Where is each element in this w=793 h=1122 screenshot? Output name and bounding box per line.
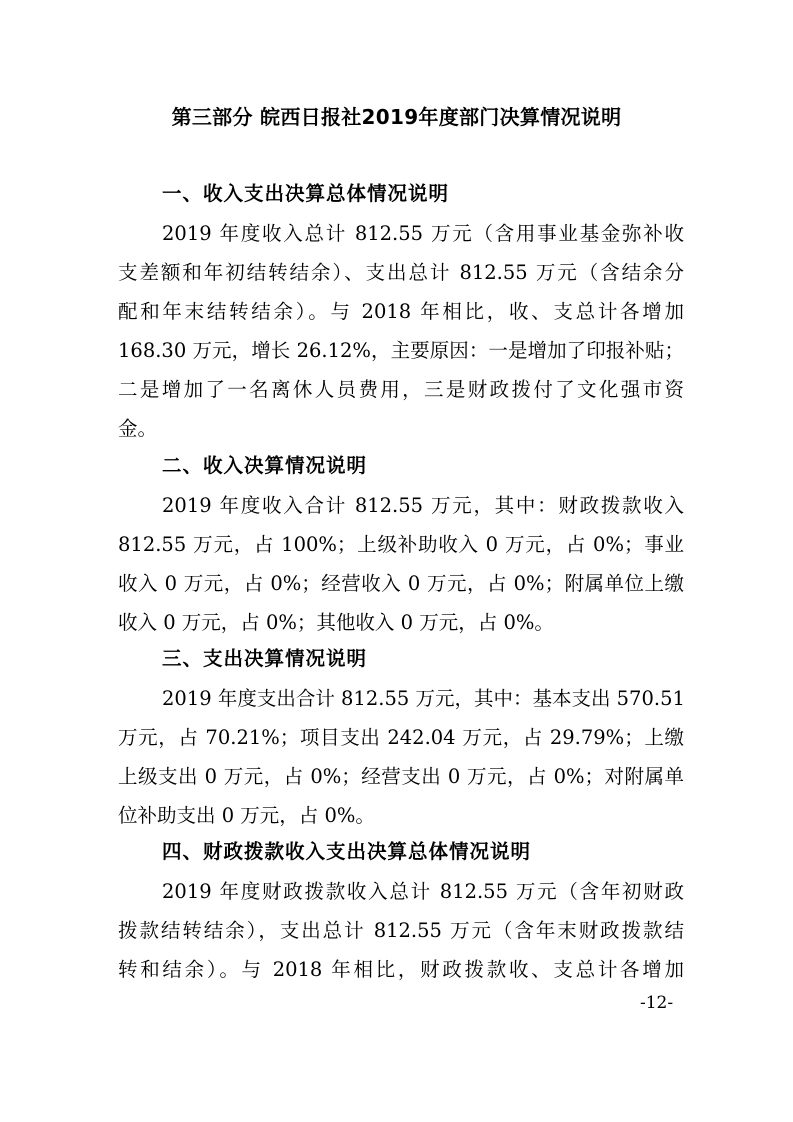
paragraph-line: 拨款结转结余），支出总计 812.55 万元（含年末财政拨款结 — [118, 919, 684, 942]
section-heading-3: 三、支出决算情况说明 — [162, 647, 368, 670]
paragraph-line: 收入 0 万元，占 0%；经营收入 0 万元，占 0%；附属单位上缴 — [118, 572, 684, 595]
paragraph-line: 812.55 万元，占 100%；上级补助收入 0 万元，占 0%；事业 — [118, 533, 684, 556]
paragraph-line: 万元，占 70.21%；项目支出 242.04 万元，占 29.79%；上缴 — [118, 726, 684, 749]
paragraph-line: 2019 年度支出合计 812.55 万元，其中：基本支出 570.51 — [162, 687, 685, 710]
paragraph-line: 上级支出 0 万元，占 0%；经营支出 0 万元，占 0%；对附属单 — [118, 765, 684, 788]
paragraph-line: 2019 年度收入总计 812.55 万元（含用事业基金弥补收 — [162, 222, 684, 245]
paragraph-line: 2019 年度财政拨款收入总计 812.55 万元（含年初财政 — [162, 880, 684, 903]
paragraph-line: 二是增加了一名离休人员费用，三是财政拨付了文化强市资 — [118, 378, 684, 401]
section-heading-1: 一、收入支出决算总体情况说明 — [162, 182, 450, 205]
page-title: 第三部分 皖西日报社2019年度部门决算情况说明 — [171, 105, 622, 129]
paragraph-line: 转和结余）。与 2018 年相比，财政拨款收、支总计各增加 — [118, 958, 684, 981]
page-number: -12- — [640, 993, 674, 1013]
paragraph-line: 金。 — [118, 417, 158, 440]
paragraph-line: 收入 0 万元，占 0%；其他收入 0 万元，占 0%。 — [118, 611, 554, 634]
paragraph-line: 168.30 万元，增长 26.12%，主要原因：一是增加了印报补贴； — [118, 339, 684, 362]
section-heading-2: 二、收入决算情况说明 — [162, 454, 368, 477]
paragraph-line: 配和年末结转结余）。与 2018 年相比，收、支总计各增加 — [118, 300, 684, 323]
paragraph-line: 支差额和年初结转结余）、支出总计 812.55 万元（含结余分 — [118, 261, 684, 284]
section-heading-4: 四、财政拨款收入支出决算总体情况说明 — [162, 840, 532, 863]
paragraph-line: 2019 年度收入合计 812.55 万元，其中：财政拨款收入 — [162, 494, 684, 517]
paragraph-line: 位补助支出 0 万元，占 0%。 — [118, 804, 375, 827]
